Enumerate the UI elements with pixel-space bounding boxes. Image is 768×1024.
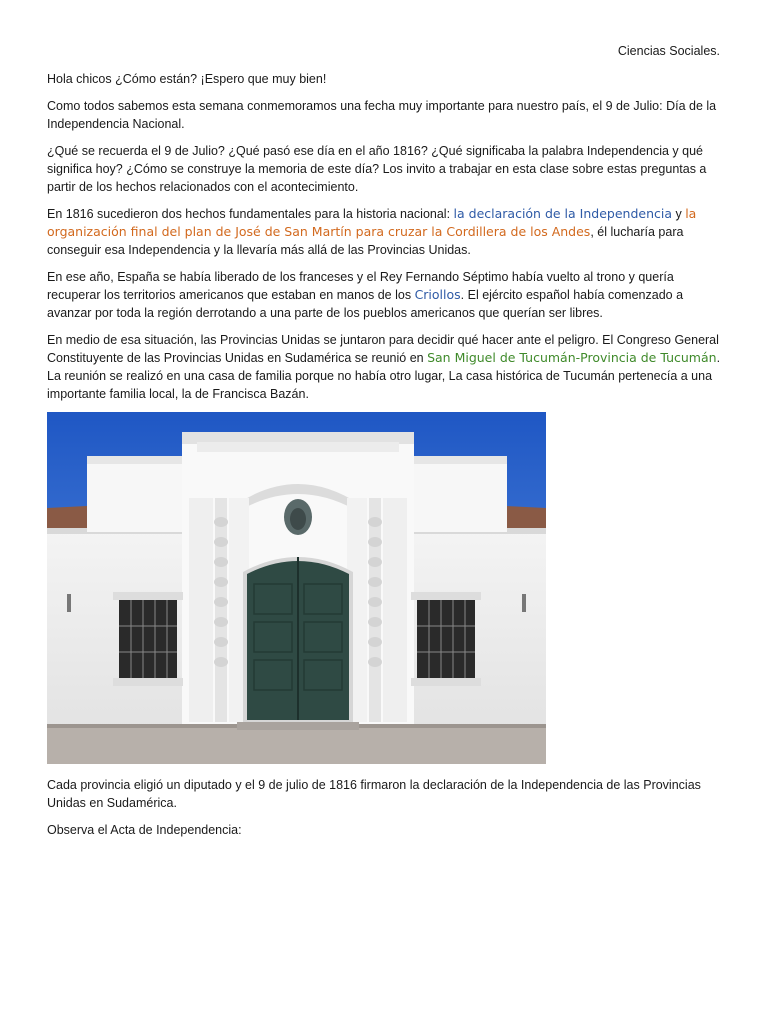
observe-act-paragraph: Observa el Acta de Independencia: — [47, 823, 242, 837]
events-1816-paragraph — [47, 205, 722, 259]
highlight-declaration: la declaración de la Independencia — [453, 206, 672, 221]
spain-text-a: En ese año, España se había liberado de los franceses y el Rey Fernando Séptimo había vuelto al trono y quería recuperar los territorios americanos que estaban en manos de los — [47, 270, 674, 302]
document-body — [47, 70, 722, 848]
congress-text-b: . La reunión se realizó en una casa de familia porque no había otro lugar, La casa histórica de Tucumán pertenecía a una importante familia local, la de Francisca Bazán. — [47, 351, 721, 401]
events-text-c: , él lucharía para conseguir esa Independencia y la llevaría más allá de las Provincias Unidas. — [47, 225, 684, 257]
deputies-paragraph: Cada provincia eligió un diputado y el 9 de julio de 1816 firmaron la declaración de la Independencia de las Provincias Unidas en Sudamérica. — [47, 778, 701, 810]
highlight-san-martin-plan: la organización final del plan de José de San Martín para cruzar la Cordillera de los Andes — [47, 206, 697, 239]
congress-text-a: En medio de esa situación, las Provincias Unidas se juntaron para decidir qué hacer ante el peligro. El Congreso General Constituyente de las Provincias Unidas en Sudamérica se reunió en — [47, 333, 719, 365]
events-text-b: y — [672, 207, 686, 221]
events-text-a: En 1816 sucedieron dos hechos fundamentales para la historia nacional: — [47, 207, 454, 221]
spain-text-b: . El ejército español había comenzado a avanzar por toda la región derrotando a una parte de los pueblos americanos que querían ser libres. — [47, 288, 684, 320]
congress-paragraph — [47, 331, 722, 403]
subject-header: Ciencias Sociales. — [617, 44, 720, 58]
highlight-criollos: Criollos — [414, 287, 461, 302]
questions-paragraph: ¿Qué se recuerda el 9 de Julio? ¿Qué pasó ese día en el año 1816? ¿Qué significaba la palabra Independencia y qué significa hoy? ¿Cómo se construye la memoria de este día? Los invito a trabajar en esta clase sobre estas preguntas a partir de los hechos relacionados con el acontecimiento. — [47, 144, 707, 194]
spain-paragraph — [47, 268, 722, 322]
intro-paragraph: Como todos sabemos esta semana conmemoramos una fecha muy importante para nuestro país, el 9 de Julio: Día de la Independencia Nacional. — [47, 99, 717, 131]
casa-historica-photo — [47, 412, 546, 764]
greeting-paragraph: Hola chicos ¿Cómo están? ¡Espero que muy bien! — [47, 72, 327, 86]
highlight-tucuman: San Miguel de Tucumán-Provincia de Tucumán — [427, 350, 717, 365]
